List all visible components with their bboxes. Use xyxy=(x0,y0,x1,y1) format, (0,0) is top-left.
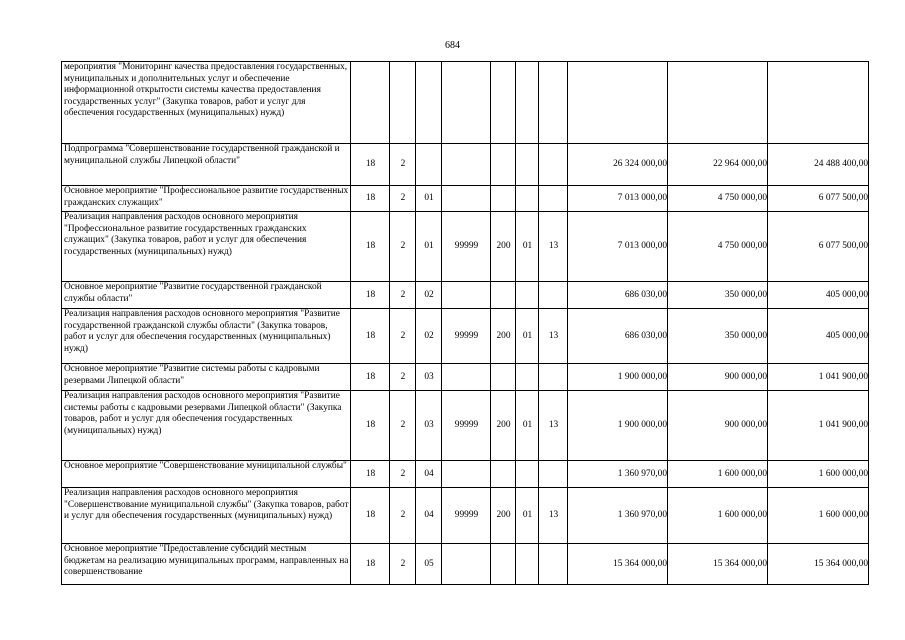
subchapter-code-cell xyxy=(539,144,568,186)
activity-code-cell xyxy=(416,62,442,144)
subchapter-code-cell xyxy=(539,364,568,391)
subprogram-code-cell: 2 xyxy=(390,461,416,488)
amount-year3-cell: 1 041 900,00 xyxy=(768,364,869,391)
section-code-cell: 18 xyxy=(351,212,390,282)
expense-type-cell: 200 xyxy=(491,212,516,282)
row-name-cell: Реализация направления расходов основного мероприятия "Совершенствование муниципальной службы" (Закупка товаров, работ и услуг для обеспечения государственных (муниципальных) нужд) xyxy=(62,488,351,544)
amount-year3-cell: 405 000,00 xyxy=(768,309,869,364)
amount-year2-cell: 22 964 000,00 xyxy=(668,144,768,186)
direction-code-cell: 99999 xyxy=(442,488,491,544)
subprogram-code-cell xyxy=(390,62,416,144)
section-code-cell: 18 xyxy=(351,488,390,544)
amount-year2-cell: 350 000,00 xyxy=(668,309,768,364)
subprogram-code-cell: 2 xyxy=(390,364,416,391)
row-name-cell: Реализация направления расходов основного мероприятия "Профессиональное развитие государственных гражданских служащих" (Закупка товаров, работ и услуг для обеспечения государственных (муниципальных) нужд) xyxy=(62,212,351,282)
direction-code-cell xyxy=(442,282,491,309)
chapter-code-cell xyxy=(516,144,539,186)
section-code-cell: 18 xyxy=(351,364,390,391)
expense-type-cell xyxy=(491,544,516,585)
activity-code-cell: 04 xyxy=(416,461,442,488)
table-row xyxy=(62,461,869,488)
table-row xyxy=(62,309,869,364)
direction-code-cell xyxy=(442,364,491,391)
subprogram-code-cell: 2 xyxy=(390,186,416,212)
subchapter-code-cell xyxy=(539,461,568,488)
amount-year3-cell: 6 077 500,00 xyxy=(768,186,869,212)
subprogram-code-cell: 2 xyxy=(390,309,416,364)
section-code-cell: 18 xyxy=(351,544,390,585)
subchapter-code-cell xyxy=(539,544,568,585)
activity-code-cell: 01 xyxy=(416,212,442,282)
amount-year3-cell: 1 041 900,00 xyxy=(768,391,869,461)
amount-year3-cell: 15 364 000,00 xyxy=(768,544,869,585)
table-row xyxy=(62,391,869,461)
amount-year2-cell: 1 600 000,00 xyxy=(668,461,768,488)
expense-type-cell xyxy=(491,144,516,186)
subprogram-code-cell: 2 xyxy=(390,488,416,544)
activity-code-cell: 03 xyxy=(416,364,442,391)
table-row xyxy=(62,212,869,282)
page-number: 684 xyxy=(445,40,460,51)
subchapter-code-cell: 13 xyxy=(539,391,568,461)
activity-code-cell: 03 xyxy=(416,391,442,461)
expense-type-cell: 200 xyxy=(491,391,516,461)
section-code-cell: 18 xyxy=(351,309,390,364)
amount-year1-cell: 7 013 000,00 xyxy=(568,186,668,212)
subchapter-code-cell xyxy=(539,62,568,144)
table-row xyxy=(62,62,869,144)
subprogram-code-cell: 2 xyxy=(390,282,416,309)
chapter-code-cell: 01 xyxy=(516,391,539,461)
chapter-code-cell xyxy=(516,544,539,585)
amount-year1-cell xyxy=(568,62,668,144)
amount-year1-cell: 7 013 000,00 xyxy=(568,212,668,282)
section-code-cell: 18 xyxy=(351,144,390,186)
chapter-code-cell: 01 xyxy=(516,309,539,364)
activity-code-cell: 05 xyxy=(416,544,442,585)
direction-code-cell xyxy=(442,544,491,585)
subchapter-code-cell xyxy=(539,186,568,212)
amount-year3-cell: 6 077 500,00 xyxy=(768,212,869,282)
chapter-code-cell xyxy=(516,364,539,391)
chapter-code-cell xyxy=(516,461,539,488)
row-name-cell: Основное мероприятие "Профессиональное развитие государственных гражданских служащих" xyxy=(62,186,351,212)
expense-type-cell xyxy=(491,282,516,309)
subchapter-code-cell xyxy=(539,282,568,309)
amount-year1-cell: 1 360 970,00 xyxy=(568,488,668,544)
row-name-cell: Реализация направления расходов основного мероприятия "Развитие системы работы с кадровыми резервами Липецкой области" (Закупка товаров, работ и услуг для обеспечения государственных (муниципальных) нужд) xyxy=(62,391,351,461)
subchapter-code-cell: 13 xyxy=(539,309,568,364)
row-name-cell: мероприятия "Мониторинг качества предоставления государственных, муниципальных и дополнительных услуг и обеспечение информационной открытости системы качества предоставления государственных услуг" (Закупка товаров, работ и услуг для обеспечения государственных (муниципальных) нужд) xyxy=(62,62,351,144)
row-name-cell: Основное мероприятие "Развитие государственной гражданской службы области" xyxy=(62,282,351,309)
amount-year1-cell: 1 360 970,00 xyxy=(568,461,668,488)
direction-code-cell: 99999 xyxy=(442,391,491,461)
expense-type-cell xyxy=(491,62,516,144)
direction-code-cell: 99999 xyxy=(442,309,491,364)
direction-code-cell xyxy=(442,461,491,488)
amount-year2-cell: 15 364 000,00 xyxy=(668,544,768,585)
amount-year3-cell: 24 488 400,00 xyxy=(768,144,869,186)
table-row xyxy=(62,282,869,309)
expense-type-cell xyxy=(491,364,516,391)
expense-type-cell: 200 xyxy=(491,309,516,364)
amount-year1-cell: 1 900 000,00 xyxy=(568,364,668,391)
expense-type-cell xyxy=(491,186,516,212)
amount-year1-cell: 1 900 000,00 xyxy=(568,391,668,461)
amount-year1-cell: 26 324 000,00 xyxy=(568,144,668,186)
subprogram-code-cell: 2 xyxy=(390,391,416,461)
section-code-cell: 18 xyxy=(351,186,390,212)
amount-year2-cell: 4 750 000,00 xyxy=(668,212,768,282)
table-row xyxy=(62,144,869,186)
subprogram-code-cell: 2 xyxy=(390,544,416,585)
row-name-cell: Основное мероприятие "Предоставление субсидий местным бюджетам на реализацию муниципальных программ, направленных на совершенствование xyxy=(62,544,351,585)
activity-code-cell: 02 xyxy=(416,282,442,309)
section-code-cell: 18 xyxy=(351,391,390,461)
expense-type-cell xyxy=(491,461,516,488)
subprogram-code-cell: 2 xyxy=(390,212,416,282)
section-code-cell xyxy=(351,62,390,144)
chapter-code-cell xyxy=(516,186,539,212)
direction-code-cell xyxy=(442,186,491,212)
subprogram-code-cell: 2 xyxy=(390,144,416,186)
row-name-cell: Реализация направления расходов основного мероприятия "Развитие государственной гражданской службы области" (Закупка товаров, работ и услуг для обеспечения государственных (муниципальных) нужд) xyxy=(62,309,351,364)
section-code-cell: 18 xyxy=(351,282,390,309)
activity-code-cell xyxy=(416,144,442,186)
table-row xyxy=(62,364,869,391)
direction-code-cell xyxy=(442,62,491,144)
amount-year1-cell: 686 030,00 xyxy=(568,309,668,364)
activity-code-cell: 04 xyxy=(416,488,442,544)
table-row xyxy=(62,186,869,212)
section-code-cell: 18 xyxy=(351,461,390,488)
subchapter-code-cell: 13 xyxy=(539,212,568,282)
chapter-code-cell: 01 xyxy=(516,212,539,282)
amount-year2-cell: 900 000,00 xyxy=(668,364,768,391)
amount-year2-cell: 1 600 000,00 xyxy=(668,488,768,544)
row-name-cell: Основное мероприятие "Совершенствование муниципальной службы" xyxy=(62,461,351,488)
row-name-cell: Основное мероприятие "Развитие системы работы с кадровыми резервами Липецкой области" xyxy=(62,364,351,391)
chapter-code-cell xyxy=(516,282,539,309)
amount-year2-cell: 350 000,00 xyxy=(668,282,768,309)
chapter-code-cell xyxy=(516,62,539,144)
activity-code-cell: 02 xyxy=(416,309,442,364)
budget-table xyxy=(61,61,869,585)
table-row xyxy=(62,544,869,585)
amount-year2-cell xyxy=(668,62,768,144)
amount-year1-cell: 15 364 000,00 xyxy=(568,544,668,585)
table-row xyxy=(62,488,869,544)
amount-year2-cell: 900 000,00 xyxy=(668,391,768,461)
amount-year3-cell: 405 000,00 xyxy=(768,282,869,309)
subchapter-code-cell: 13 xyxy=(539,488,568,544)
amount-year3-cell xyxy=(768,62,869,144)
direction-code-cell xyxy=(442,144,491,186)
row-name-cell: Подпрограмма "Совершенствование государственной гражданской и муниципальной службы Липецкой области" xyxy=(62,144,351,186)
expense-type-cell: 200 xyxy=(491,488,516,544)
amount-year3-cell: 1 600 000,00 xyxy=(768,488,869,544)
amount-year3-cell: 1 600 000,00 xyxy=(768,461,869,488)
chapter-code-cell: 01 xyxy=(516,488,539,544)
amount-year1-cell: 686 030,00 xyxy=(568,282,668,309)
direction-code-cell: 99999 xyxy=(442,212,491,282)
amount-year2-cell: 4 750 000,00 xyxy=(668,186,768,212)
activity-code-cell: 01 xyxy=(416,186,442,212)
